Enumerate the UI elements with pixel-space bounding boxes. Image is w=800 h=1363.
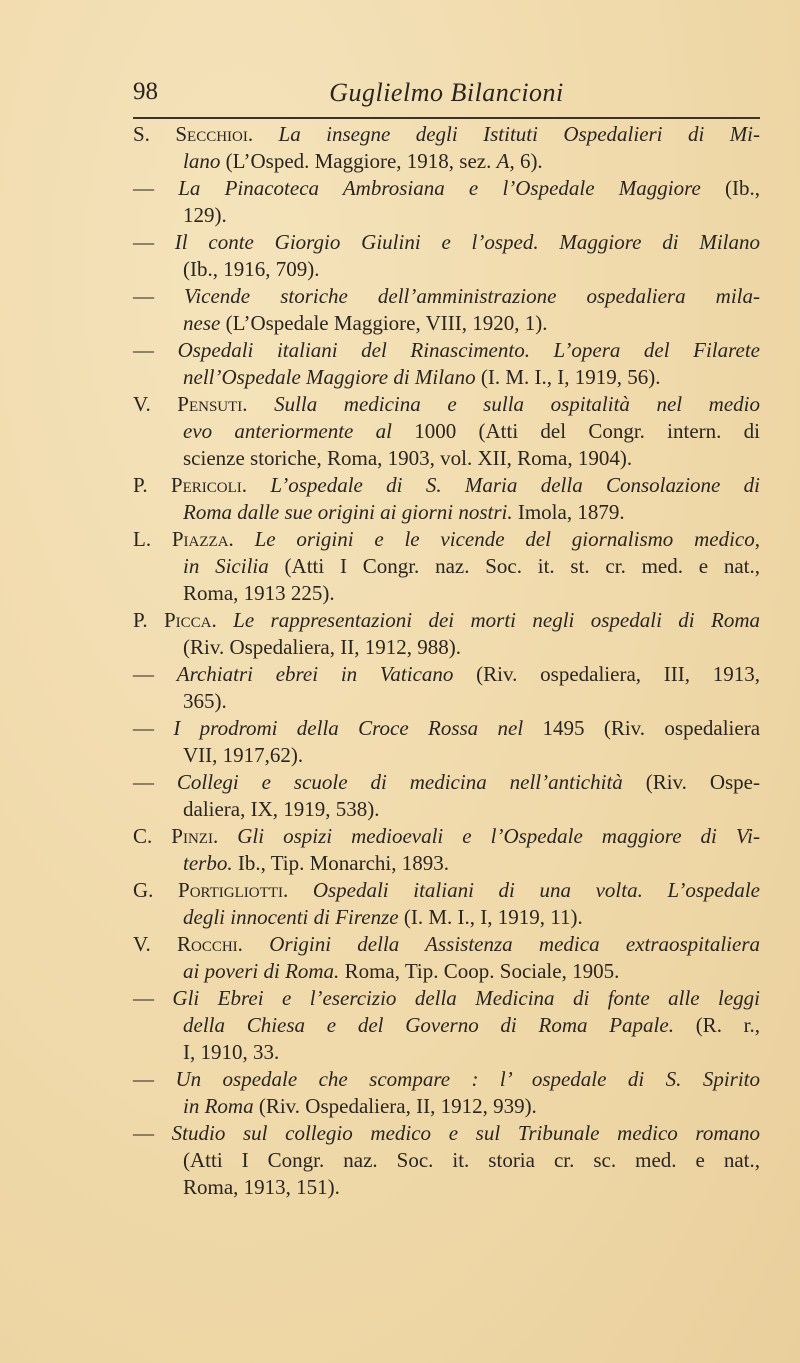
bibliography-entry	[133, 877, 760, 931]
entry-line	[133, 1066, 760, 1093]
running-title: Guglielmo Bilancioni	[329, 78, 564, 107]
author-name: Piazza.	[171, 527, 255, 551]
entry-line	[133, 769, 760, 796]
citation-text: —	[133, 716, 174, 740]
work-title: evo anteriormente al	[183, 419, 415, 443]
work-title: in Sicilia	[183, 554, 285, 578]
entry-line	[133, 229, 760, 256]
header-rule	[133, 117, 760, 119]
citation-text: —	[133, 176, 179, 200]
entry-line	[133, 472, 760, 499]
citation-text: ,	[754, 527, 760, 551]
work-title: Vicende storiche dell’amministrazione ospedaliera mila-	[184, 284, 760, 308]
work-title: Le rappresentazioni dei morti negli ospedali di Roma	[233, 608, 760, 632]
bibliography-entry	[133, 526, 760, 607]
citation-text: Roma, 1913 225).	[183, 581, 335, 605]
entry-line	[133, 499, 760, 526]
citation-text: (Ib.,	[725, 176, 761, 200]
entry-line	[133, 580, 760, 607]
bibliography-entry	[133, 391, 760, 472]
citation-text: (R. r.,	[695, 1013, 761, 1037]
entry-line	[133, 850, 760, 877]
entry-line	[133, 634, 760, 661]
entry-line	[133, 1093, 760, 1120]
citation-text: 1495 (Riv. ospedaliera	[542, 716, 761, 740]
citation-text: 365).	[183, 689, 227, 713]
citation-text: (L’Osped. Maggiore, 1918, sez.	[225, 149, 497, 173]
work-title: La Pinacoteca Ambrosiana e l’Ospedale Maggiore	[178, 176, 726, 200]
author-name: Rocchi.	[176, 932, 270, 956]
citation-text: (L’Ospedale Maggiore, VIII, 1920, 1).	[225, 311, 548, 335]
work-title: Collegi e scuole di medicina nell’antichità	[176, 770, 646, 794]
citation-text: C.	[133, 824, 172, 848]
entry-line	[133, 1174, 760, 1201]
entry-line	[133, 796, 760, 823]
work-title: della Chiesa e del Governo di Roma Papale.	[183, 1013, 696, 1037]
bibliography-entry	[133, 283, 760, 337]
work-title: lano	[183, 149, 226, 173]
citation-text: (Riv. Ospedaliera, II, 1912, 988).	[183, 635, 461, 659]
bibliography-entry	[133, 337, 760, 391]
entry-line	[133, 607, 760, 634]
citation-text: Imola, 1879.	[517, 500, 625, 524]
entry-line	[133, 148, 760, 175]
work-title: A	[496, 149, 510, 173]
entry-line	[133, 202, 760, 229]
citation-text: (Riv. Ospe-	[645, 770, 760, 794]
work-title: Il conte Giorgio Giulini e l’osped. Maggiore di Milano	[174, 230, 760, 254]
bibliography-entry	[133, 121, 760, 175]
bibliography-entry	[133, 769, 760, 823]
author-name: Pensuti.	[177, 392, 275, 416]
citation-text: —	[133, 230, 175, 254]
citation-text: (Riv. ospedaliera, III, 1913,	[476, 662, 760, 686]
bibliography-entry	[133, 1120, 760, 1201]
citation-text: (Riv. Ospedaliera, II, 1912, 939).	[258, 1094, 537, 1118]
entry-line	[133, 661, 760, 688]
bibliography-entry	[133, 1066, 760, 1120]
entry-line	[133, 1120, 760, 1147]
citation-text: (I. M. I., I, 1919, 56).	[480, 365, 661, 389]
author-name: Pinzi.	[171, 824, 238, 848]
bibliography-entry	[133, 229, 760, 283]
citation-text: —	[133, 662, 177, 686]
entry-line	[133, 823, 760, 850]
bibliography-entry	[133, 823, 760, 877]
work-title: degli innocenti di Firenze	[183, 905, 404, 929]
citation-text: , 6).	[509, 149, 543, 173]
citation-text: daliera, IX, 1919, 538).	[183, 797, 380, 821]
author-name: Pericoli.	[170, 473, 271, 497]
citation-text: 129).	[183, 203, 227, 227]
work-title: Roma dalle sue origini ai giorni nostri.	[183, 500, 518, 524]
entry-line	[133, 1039, 760, 1066]
work-title: Archiatri ebrei in Vaticano	[176, 662, 477, 686]
entry-line	[133, 553, 760, 580]
entry-line	[133, 337, 760, 364]
citation-text: —	[133, 770, 177, 794]
work-title: L’ospedale di S. Maria della Consolazione di	[270, 473, 760, 497]
bibliography-entry	[133, 472, 760, 526]
citation-text: Roma, 1913, 151).	[183, 1175, 340, 1199]
bibliography-entry	[133, 661, 760, 715]
work-title: nell’Ospedale Maggiore di Milano	[183, 365, 481, 389]
entry-line	[133, 364, 760, 391]
bibliography-entry	[133, 715, 760, 769]
citation-text: (Atti I Congr. naz. Soc. it. storia cr. sc. med. e nat.,	[183, 1148, 760, 1172]
citation-text: scienze storiche, Roma, 1903, vol. XII, Roma, 1904).	[183, 446, 633, 470]
bibliography-entry	[133, 607, 760, 661]
entry-line	[133, 283, 760, 310]
author-name: Picca.	[163, 608, 234, 632]
citation-text: V.	[133, 932, 177, 956]
work-title: La insegne degli Istituti Ospedalieri di Mi-	[278, 122, 761, 146]
citation-text: L.	[133, 527, 172, 551]
citation-text: S.	[133, 122, 176, 146]
bibliography-list	[133, 121, 760, 1201]
citation-text: 1000 (Atti del Congr. intern. di	[414, 419, 760, 443]
work-title: Ospedali italiani del Rinascimento. L’opera del Filarete	[177, 338, 761, 362]
work-title: I prodromi della Croce Rossa nel	[173, 716, 543, 740]
page-header	[133, 78, 760, 114]
citation-text: —	[133, 1067, 176, 1091]
entry-line	[133, 445, 760, 472]
citation-text: Roma, Tip. Coop. Sociale, 1905.	[344, 959, 620, 983]
citation-text: —	[133, 986, 173, 1010]
entry-line	[133, 391, 760, 418]
work-title: nese	[183, 311, 226, 335]
bibliography-entry	[133, 175, 760, 229]
entry-line	[133, 1012, 760, 1039]
citation-text: P.	[133, 473, 171, 497]
work-title: ai poveri di Roma.	[183, 959, 345, 983]
work-title: Gli Ebrei e l’esercizio della Medicina di fonte alle leggi	[172, 986, 761, 1010]
work-title: Origini della Assistenza medica extraospitaliera	[269, 932, 760, 956]
citation-text: Ib., Tip. Monarchi, 1893.	[237, 851, 450, 875]
entry-line	[133, 1147, 760, 1174]
bibliography-entry	[133, 931, 760, 985]
entry-line	[133, 526, 760, 553]
work-title: Un ospedale che scompare : l’ ospedale di S. Spirito	[175, 1067, 761, 1091]
citation-text: —	[133, 338, 178, 362]
citation-text: V.	[133, 392, 178, 416]
entry-line	[133, 688, 760, 715]
work-title: in Roma	[183, 1094, 259, 1118]
entry-line	[133, 931, 760, 958]
work-title: Sulla medicina e sulla ospitalità nel medio	[274, 392, 760, 416]
work-title: terbo.	[183, 851, 238, 875]
work-title: Le origini e le vicende del giornalismo medico	[254, 527, 755, 551]
entry-line	[133, 256, 760, 283]
citation-text: —	[133, 284, 185, 308]
page-number: 98	[133, 78, 158, 105]
citation-text: —	[133, 1121, 172, 1145]
entry-line	[133, 904, 760, 931]
entry-line	[133, 715, 760, 742]
work-title: Gli ospizi medioevali e l’Ospedale maggiore di Vi-	[237, 824, 760, 848]
entry-line	[133, 877, 760, 904]
entry-line	[133, 418, 760, 445]
entry-line	[133, 121, 760, 148]
citation-text: (Atti I Congr. naz. Soc. it. st. cr. med. e nat.,	[284, 554, 760, 578]
entry-line	[133, 958, 760, 985]
citation-text: (I. M. I., I, 1919, 11).	[403, 905, 583, 929]
entry-line	[133, 742, 760, 769]
citation-text: P.	[133, 608, 164, 632]
entry-line	[133, 310, 760, 337]
entry-line	[133, 985, 760, 1012]
work-title: Ospedali italiani di una volta. L’ospedale	[312, 878, 760, 902]
author-name: Secchioi.	[175, 122, 279, 146]
citation-text: I, 1910, 33.	[183, 1040, 280, 1064]
citation-text: VII, 1917,62).	[183, 743, 304, 767]
bibliography-entry	[133, 985, 760, 1066]
citation-text: G.	[133, 878, 179, 902]
entry-line	[133, 175, 760, 202]
citation-text: (Ib., 1916, 709).	[183, 257, 320, 281]
work-title: Studio sul collegio medico e sul Tribunale medico romano	[171, 1121, 760, 1145]
author-name: Portigliotti.	[178, 878, 313, 902]
